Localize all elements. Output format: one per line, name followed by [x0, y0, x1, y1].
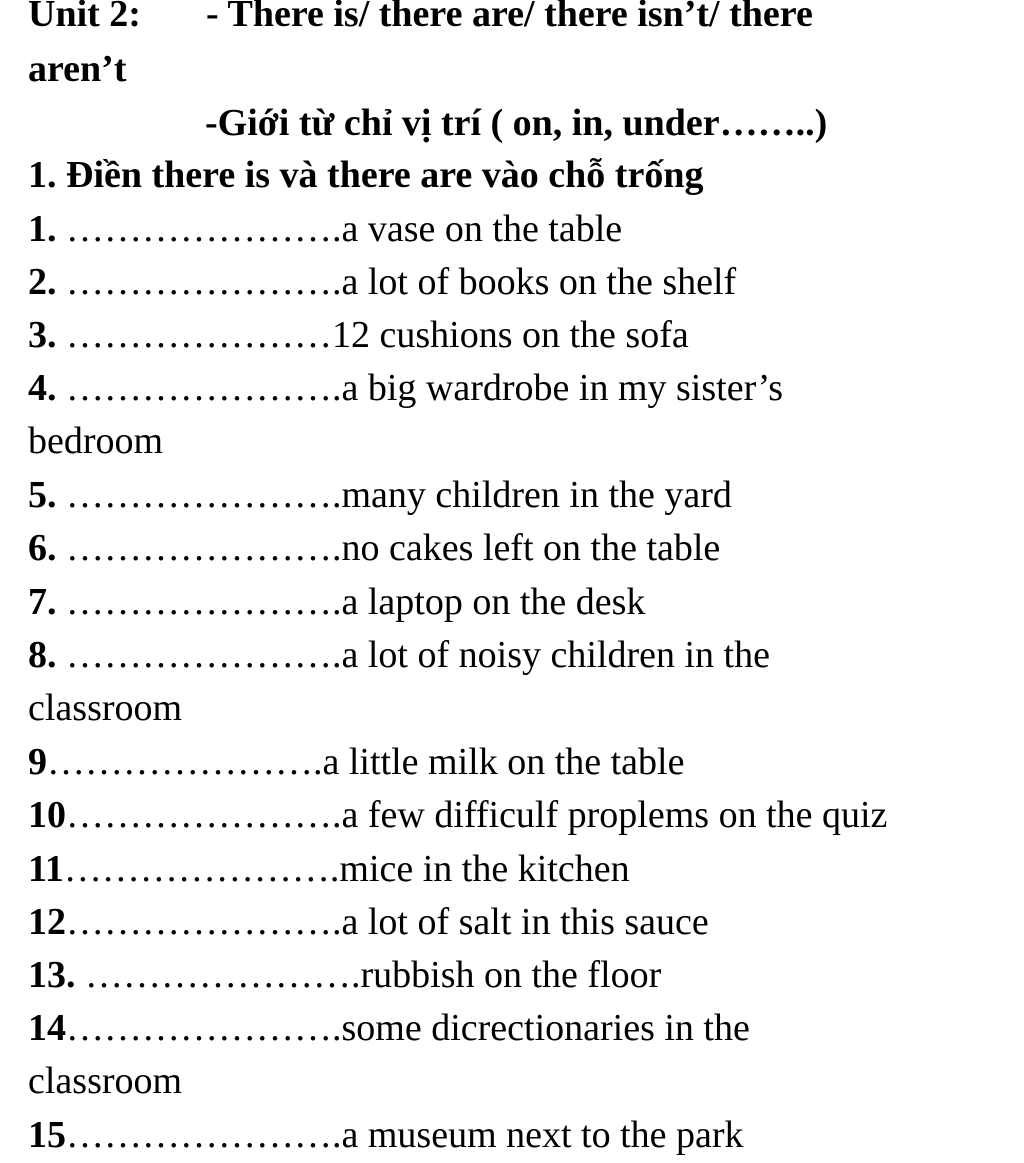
item-text-continuation: classroom — [28, 1060, 183, 1102]
answer-blank[interactable]: …………………. — [56, 634, 342, 676]
exercise-item-4 — [28, 369, 783, 407]
answer-blank[interactable]: …………………. — [47, 741, 323, 783]
item-text: some dicrectionaries in the — [341, 1007, 750, 1049]
unit-heading — [28, 0, 813, 35]
exercise-item-9 — [28, 743, 684, 781]
item-number: 6. — [28, 527, 57, 569]
unit-label: Unit 2: — [28, 0, 141, 35]
exercise-item-10 — [28, 796, 887, 834]
item-text: a lot of books on the shelf — [341, 261, 737, 303]
item-number: 5. — [28, 474, 57, 516]
exercise-item-3 — [28, 316, 689, 354]
item-text-continuation: classroom — [28, 687, 183, 729]
item-text: a vase on the table — [341, 208, 623, 250]
exercise-item-15 — [28, 1116, 744, 1154]
item-text-continuation: bedroom — [28, 420, 164, 462]
item-number: 13. — [28, 954, 76, 996]
item-text: no cakes left on the table — [341, 527, 721, 569]
item-text: a laptop on the desk — [341, 581, 646, 623]
answer-blank[interactable]: …………………. — [75, 954, 361, 996]
item-text: 12 cushions on the sofa — [332, 314, 689, 356]
item-number: 11 — [28, 848, 64, 890]
answer-blank[interactable]: …………………. — [56, 367, 342, 409]
item-number: 10 — [28, 794, 66, 836]
item-text: a big wardrobe in my sister’s — [341, 367, 783, 409]
item-number: 9 — [28, 741, 47, 783]
exercise-item-2 — [28, 263, 736, 301]
item-number: 14 — [28, 1007, 66, 1049]
answer-blank[interactable]: …………………. — [63, 848, 340, 890]
answer-blank[interactable]: …………………. — [66, 1114, 342, 1156]
item-text: a lot of salt in this sauce — [341, 901, 709, 943]
item-number: 7. — [28, 581, 57, 623]
item-number: 15 — [28, 1114, 66, 1156]
unit-topic: - There is/ there are/ there isn’t/ there — [206, 0, 813, 35]
exercise-title: 1. Điền there is và there are vào chỗ trống — [28, 154, 704, 196]
exercise-item-8 — [28, 636, 770, 674]
exercise-item-6 — [28, 529, 720, 567]
exercise-item-14 — [28, 1009, 750, 1047]
exercise-item-12 — [28, 903, 709, 941]
item-text: many children in the yard — [341, 474, 732, 516]
item-text: a lot of noisy children in the — [341, 634, 770, 676]
answer-blank[interactable]: ………………… — [56, 314, 332, 356]
exercise-item-5 — [28, 476, 732, 514]
item-number: 1. — [28, 208, 57, 250]
exercise-item-13 — [28, 956, 661, 994]
item-number: 2. — [28, 261, 57, 303]
answer-blank[interactable]: …………………. — [66, 901, 342, 943]
answer-blank[interactable]: …………………. — [56, 581, 342, 623]
item-number: 12 — [28, 901, 66, 943]
answer-blank[interactable]: …………………. — [56, 261, 342, 303]
item-text: rubbish on the floor — [360, 954, 662, 996]
item-number: 3. — [28, 314, 57, 356]
answer-blank[interactable]: …………………. — [66, 1007, 342, 1049]
item-number: 4. — [28, 367, 57, 409]
item-text: mice in the kitchen — [339, 848, 630, 890]
item-number: 8. — [28, 634, 57, 676]
item-text: a little milk on the table — [322, 741, 685, 783]
answer-blank[interactable]: …………………. — [56, 208, 342, 250]
item-text: a museum next to the park — [341, 1114, 744, 1156]
answer-blank[interactable]: …………………. — [56, 527, 342, 569]
item-text: a few difficulf proplems on the quiz — [341, 794, 888, 836]
exercise-item-11 — [28, 850, 630, 888]
answer-blank[interactable]: …………………. — [66, 794, 342, 836]
answer-blank[interactable]: …………………. — [56, 474, 342, 516]
exercise-item-7 — [28, 583, 645, 621]
unit-topic-continuation: aren’t — [28, 48, 127, 90]
prepositions-heading: -Giới từ chỉ vị trí ( on, in, under……..) — [205, 102, 828, 144]
exercise-item-1 — [28, 210, 622, 248]
